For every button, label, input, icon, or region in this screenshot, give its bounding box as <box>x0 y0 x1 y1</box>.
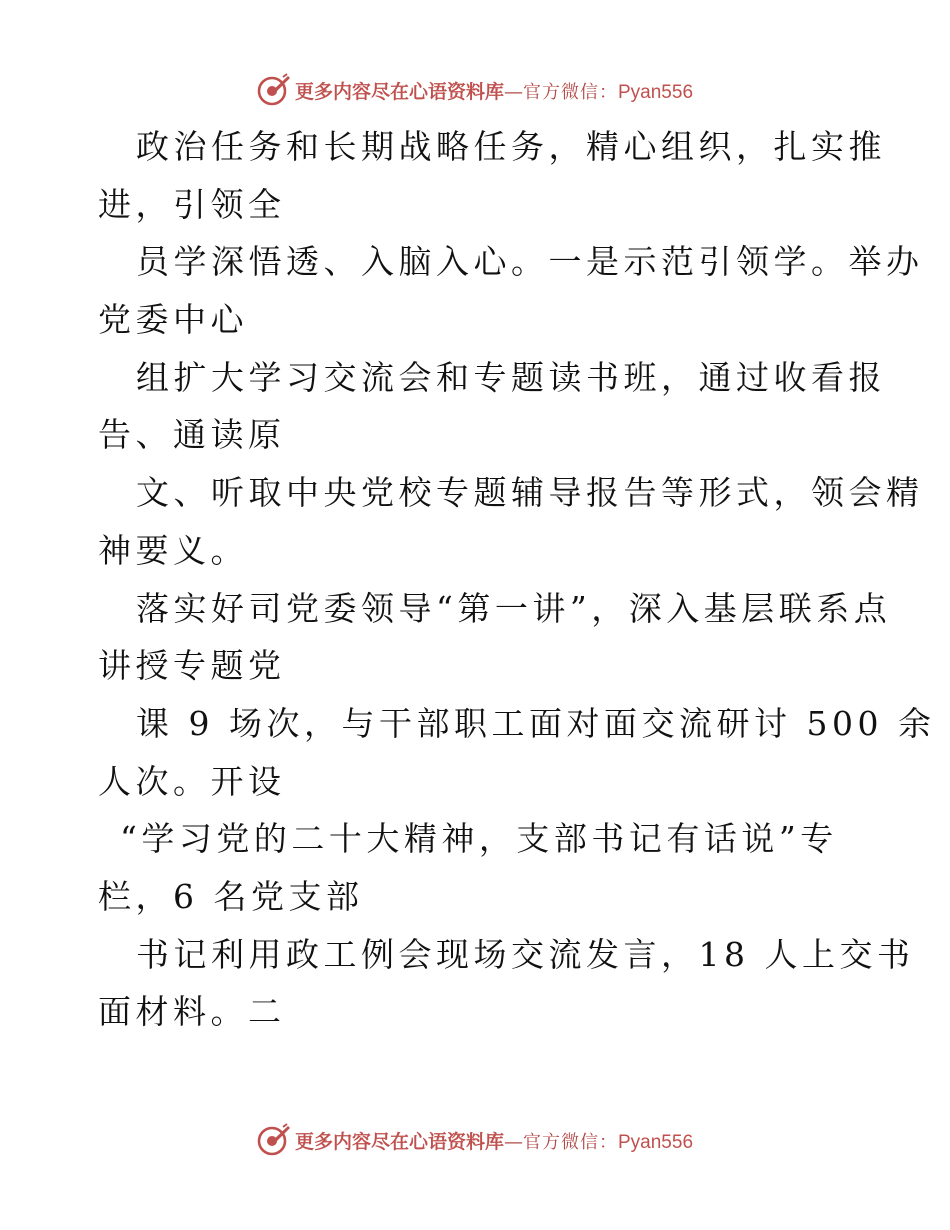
pen-logo-icon <box>257 73 291 107</box>
watermark-dash: — <box>504 80 523 103</box>
body-line: 神要义。 <box>98 530 248 570</box>
body-line: 告、通读原 <box>98 415 286 455</box>
body-line: 课 9 场次，与干部职工面对面交流研讨 500 余 <box>136 703 936 743</box>
body-line: 书记利用政工例会现场交流发言，18 人上交书 <box>136 934 915 974</box>
body-line: 党委中心 <box>98 300 248 340</box>
header-watermark <box>0 70 950 110</box>
watermark-wechat-account: Pyan556 <box>618 1131 694 1153</box>
body-line: 员学深悟透、入脑入心。一是示范引领学。举办 <box>136 242 924 282</box>
watermark-site-text: 更多内容尽在心语资料库 <box>294 1130 504 1153</box>
body-line: 政治任务和长期战略任务，精心组织，扎实推 <box>136 127 886 166</box>
watermark-site-text: 更多内容尽在心语资料库 <box>294 80 504 103</box>
body-line: 栏，6 名党支部 <box>98 876 364 916</box>
watermark-wechat-label: 官方微信： <box>523 81 618 103</box>
body-line: 人次。开设 <box>98 761 286 801</box>
body-line: 组扩大学习交流会和专题读书班，通过收看报 <box>136 357 886 397</box>
body-line: 进，引领全 <box>98 184 286 224</box>
watermark-dash: — <box>504 1130 523 1153</box>
document-body <box>98 118 936 1041</box>
watermark-wechat-account: Pyan556 <box>618 81 694 103</box>
footer-watermark <box>0 1120 950 1160</box>
pen-logo-icon <box>257 1123 291 1157</box>
body-line: 文、听取中央党校专题辅导报告等形式，领会精 <box>136 473 924 513</box>
body-line: 面材料。二 <box>98 992 286 1032</box>
body-line: 讲授专题党 <box>98 646 286 686</box>
watermark-wechat-label: 官方微信： <box>523 1131 618 1153</box>
body-line: “学习党的二十大精神，支部书记有话说”专 <box>120 819 838 859</box>
body-line: 落实好司党委领导“第一讲”，深入基层联系点 <box>136 588 892 628</box>
